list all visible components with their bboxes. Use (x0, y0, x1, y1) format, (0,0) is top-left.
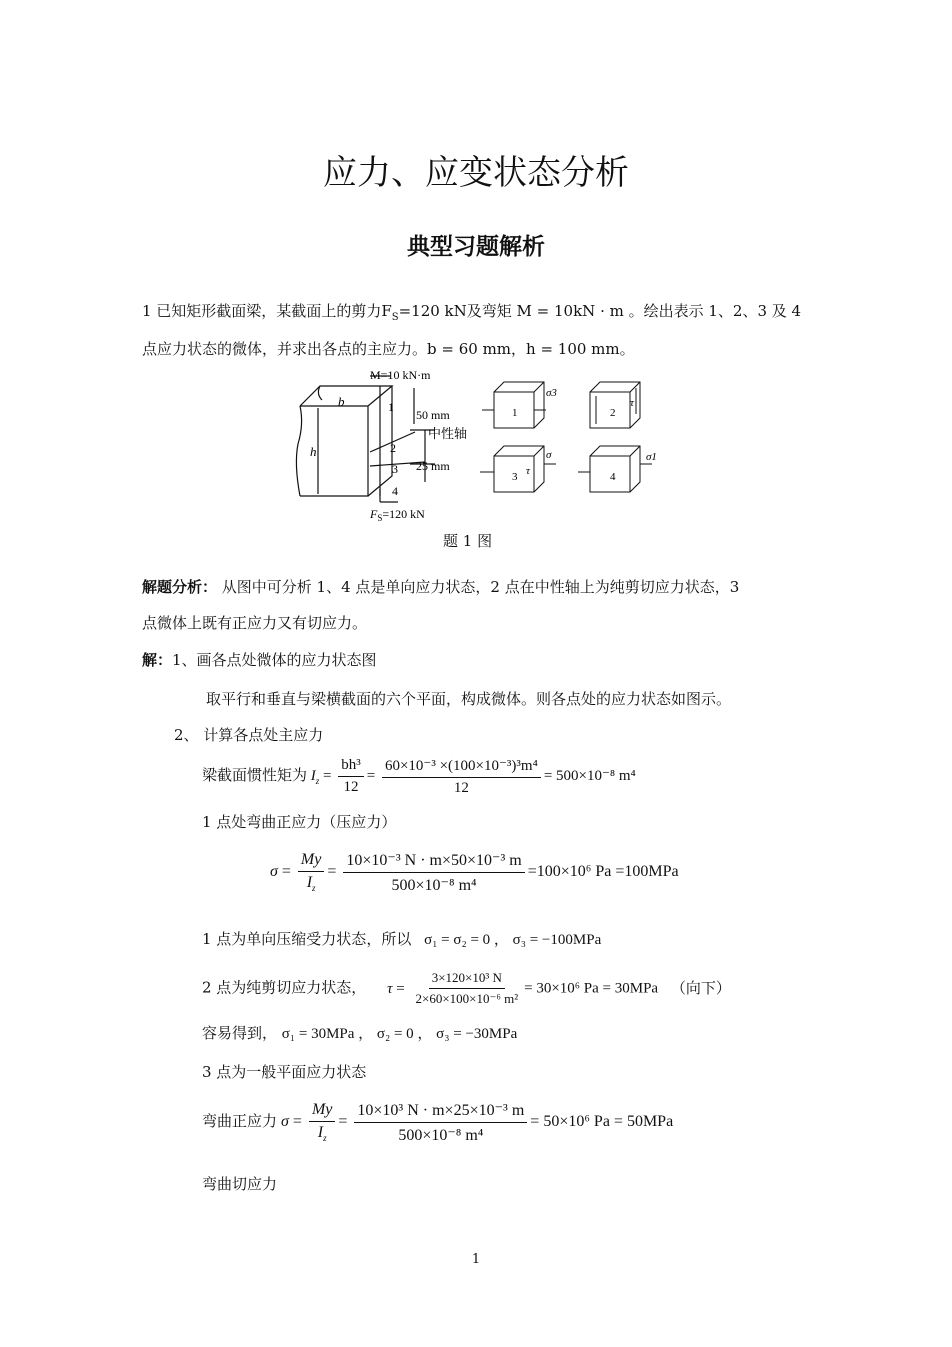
point-3-state: 3 点为一般平面应力状态 (202, 1063, 367, 1081)
point-1-sigma-equation: σ = $\frac{My}{I_z}$ = $\frac{\text{10×10⁻³ N · m×50×10⁻³ m}}{\text{500×10⁻⁸ m⁴}}$ =100×10⁶ Pa =100MPa (270, 851, 679, 894)
point-2-label: 2 (390, 441, 396, 455)
cube-4-label: 4 (610, 471, 616, 483)
solution-step-1: 解：1、画各点处微体的应力状态图 (142, 651, 377, 669)
cube-1-label: 1 (512, 407, 518, 419)
inertia-equation: 梁截面惯性矩为 $I_z$ = $\frac{\text{bh³}}{12}$ = $\frac{\text{60×10⁻³ ×(100×10⁻³)³m⁴}}{12}$ = 500×10⁻⁸ m⁴ (202, 757, 636, 796)
point-3-sigma-equation: 弯曲正应力 σ = $\frac{My}{I_z}$ = $\frac{\text{10×10³ N · m×25×10⁻³ m}}{\text{500×10⁻⁸ m⁴}}$ = 50×10⁶ Pa = 50MPa (202, 1101, 674, 1144)
point-2-principal-stresses: 容易得到， σ₁ = 30MPa ， σ₂ = 0 ， σ₃ = −30MPa (202, 1024, 518, 1042)
point-2-tau-equation: 2 点为纯剪切应力状态， τ = $\frac{\text{3×120×10³ N}}{\text{2×60×100×10⁻⁶ m²}}$ = 30×10⁶ Pa = 30MPa （向下） (202, 970, 731, 1006)
cube-3-label: 3 (512, 471, 518, 483)
inertia-fraction-2: $\frac{\text{60×10⁻³ ×(100×10⁻³)³m⁴}}{12}$ (382, 756, 541, 797)
point-1-state: 1 点为单向压缩受力状态，所以 σ₁ = σ₂ = 0 ， σ₃ = −100MPa (202, 930, 602, 948)
page-title: 应力、应变状态分析 (323, 153, 629, 193)
point-3-label: 3 (392, 462, 398, 476)
problem-line-1: 1 已知矩形截面梁，某截面上的剪力$F_S=120$ kN及弯矩 M = 10kN · m 。绘出表示 1、2、3 及 4 (142, 302, 802, 323)
inertia-fraction-1: $\frac{\text{bh³}}{12}$ (338, 757, 364, 796)
dimension-50-label: 50 mm (416, 408, 450, 422)
moment-label: M=10 kN·m (370, 368, 431, 382)
point-1-label-text: 1 点处弯曲正应力（压应力） (202, 813, 397, 831)
analysis-line-1: 解题分析： 从图中可分析 1、4 点是单向应力状态，2 点在中性轴上为纯剪切应力状态，3 (142, 578, 740, 596)
point-4-label: 4 (392, 484, 398, 498)
dimension-25-label: 25 mm (416, 459, 450, 473)
solution-step-1-text: 取平行和垂直与梁横截面的六个平面，构成微体。则各点处的应力状态如图示。 (206, 690, 732, 708)
beam-figure (290, 364, 680, 526)
figure-caption: 题 1 图 (443, 532, 493, 550)
sigma-label: σ (546, 449, 552, 461)
tau-label-3: τ (526, 465, 530, 477)
solution-step-2: 2、 计算各点处主应力 (174, 726, 324, 744)
neutral-axis-label: 中性轴 (428, 426, 468, 441)
sigma3-label: σ3 (546, 387, 557, 399)
point-1-label: 1 (388, 400, 394, 414)
width-label: b (338, 394, 345, 409)
cube-2-label: 2 (610, 407, 616, 419)
page-number: 1 (471, 1252, 481, 1267)
sigma1-label: σ1 (646, 451, 657, 463)
height-label: h (310, 444, 317, 459)
analysis-line-2: 点微体上既有正应力又有切应力。 (142, 614, 368, 632)
section-subtitle: 典型习题解析 (407, 234, 545, 260)
problem-line-2: 点应力状态的微体，并求出各点的主应力。b = 60 mm，h = 100 mm。 (142, 340, 635, 358)
tau-label-2: τ (630, 397, 634, 409)
shear-force-label: $F_S=120$ kN (370, 507, 425, 523)
point-3-shear-label: 弯曲切应力 (202, 1175, 278, 1193)
